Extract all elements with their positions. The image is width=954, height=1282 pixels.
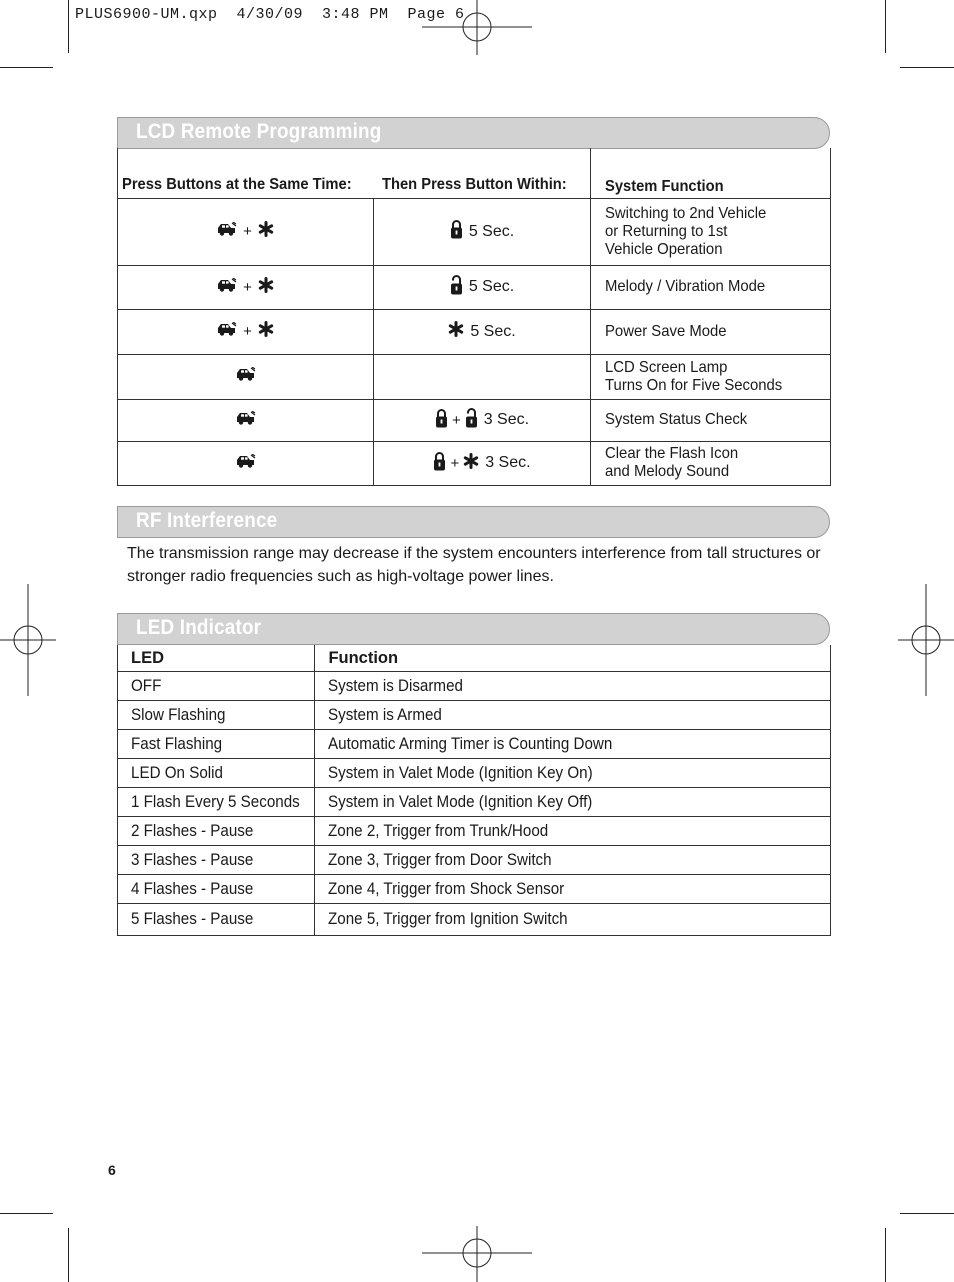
- press-buttons-cell: [118, 198, 374, 265]
- function-line: LCD Screen Lamp: [605, 358, 728, 376]
- column-header: LED: [118, 645, 315, 672]
- table-row: [118, 788, 831, 817]
- unlock-icon: [465, 408, 478, 433]
- led-indicator-table: [117, 645, 831, 936]
- then-press-cell: [374, 441, 591, 485]
- led-function-cell: Zone 3, Trigger from Door Switch: [315, 846, 831, 875]
- crop-mark: [68, 1228, 69, 1282]
- then-press-cell: [374, 354, 591, 399]
- led-function-cell: System is Disarmed: [315, 672, 831, 701]
- star-icon: [463, 453, 479, 474]
- column-header: Press Buttons at the Same Time:: [118, 148, 374, 198]
- led-state-cell: 1 Flash Every 5 Seconds: [118, 788, 315, 817]
- lock-icon: [433, 451, 446, 476]
- function-line: Clear the Flash Icon: [605, 445, 739, 462]
- table-row: [118, 441, 831, 485]
- then-press-cell: [374, 198, 591, 265]
- plus-sign: +: [243, 323, 252, 340]
- section-banner-led: [117, 613, 830, 645]
- press-buttons-cell: [118, 399, 374, 441]
- table-row: [118, 354, 831, 399]
- plus-sign: +: [451, 411, 461, 429]
- car-icon: [217, 222, 237, 241]
- press-buttons-cell: [118, 309, 374, 354]
- car-icon: [236, 411, 256, 430]
- system-function-cell: [591, 309, 831, 354]
- unlock-icon: [450, 275, 463, 300]
- section-title: LED Indicator: [136, 616, 262, 639]
- press-buttons-cell: [118, 441, 374, 485]
- led-state-cell: 5 Flashes - Pause: [118, 904, 315, 936]
- function-line: Turns On for Five Seconds: [605, 376, 783, 394]
- table-row: [118, 875, 831, 904]
- section-banner-lcd: [117, 117, 830, 149]
- crop-mark: [885, 1228, 886, 1282]
- lcd-programming-table: [117, 148, 831, 486]
- registration-mark-right: [898, 584, 954, 696]
- press-buttons-cell: [118, 354, 374, 399]
- led-function-cell: Zone 5, Trigger from Ignition Switch: [315, 904, 831, 936]
- time-label: 5 Sec.: [470, 322, 516, 340]
- time-label: 5 Sec.: [468, 278, 515, 295]
- registration-mark-top: [422, 0, 532, 55]
- function-line: Power Save Mode: [605, 322, 727, 340]
- crop-mark: [68, 0, 69, 53]
- led-function-cell: Zone 4, Trigger from Shock Sensor: [315, 875, 831, 904]
- column-header: Function: [315, 645, 831, 672]
- led-state-cell: LED On Solid: [118, 759, 315, 788]
- led-state-cell: Fast Flashing: [118, 730, 315, 759]
- led-function-cell: System in Valet Mode (Ignition Key Off): [315, 788, 831, 817]
- plus-sign: +: [450, 454, 460, 472]
- time-label: 3 Sec.: [483, 411, 530, 428]
- system-function-cell: [591, 441, 831, 485]
- table-row: [118, 265, 831, 309]
- star-icon: [258, 321, 274, 342]
- led-state-cell: OFF: [118, 672, 315, 701]
- system-function-cell: [591, 265, 831, 309]
- table-row: [118, 701, 831, 730]
- table-row: [118, 904, 831, 936]
- function-line: System Status Check: [605, 411, 748, 428]
- section-banner-rf: [117, 506, 830, 538]
- star-icon: [448, 321, 464, 342]
- registration-mark-left: [0, 584, 56, 696]
- led-state-cell: 2 Flashes - Pause: [118, 817, 315, 846]
- crop-mark: [885, 0, 886, 53]
- page-number: 6: [108, 1162, 116, 1178]
- then-press-cell: [374, 265, 591, 309]
- table-row: [118, 730, 831, 759]
- system-function-cell: [591, 399, 831, 441]
- crop-mark: [900, 67, 954, 68]
- table-header-row: [118, 645, 831, 672]
- led-state-cell: 4 Flashes - Pause: [118, 875, 315, 904]
- star-icon: [258, 277, 274, 298]
- system-function-cell: [591, 198, 831, 265]
- registration-mark-bottom: [422, 1226, 532, 1282]
- table-row: [118, 846, 831, 875]
- table-row: [118, 399, 831, 441]
- press-buttons-cell: [118, 265, 374, 309]
- led-function-cell: System in Valet Mode (Ignition Key On): [315, 759, 831, 788]
- table-row: [118, 198, 831, 265]
- table-row: [118, 309, 831, 354]
- function-line: and Melody Sound: [605, 463, 730, 480]
- led-function-cell: Automatic Arming Timer is Counting Down: [315, 730, 831, 759]
- time-label: 5 Sec.: [468, 222, 515, 240]
- section-title: LCD Remote Programming: [136, 120, 382, 143]
- then-press-cell: [374, 309, 591, 354]
- car-icon: [217, 278, 237, 297]
- column-header: Then Press Button Within:: [374, 148, 591, 198]
- function-line: Switching to 2nd Vehicle: [605, 204, 767, 222]
- led-function-cell: Zone 2, Trigger from Trunk/Hood: [315, 817, 831, 846]
- car-icon: [236, 454, 256, 473]
- table-row: [118, 759, 831, 788]
- then-press-cell: [374, 399, 591, 441]
- crop-mark: [0, 1213, 53, 1214]
- rf-interference-text: The transmission range may decrease if the system encounters interference from tall structures or stronger radio frequencies such as high-voltage power lines.: [127, 545, 821, 585]
- table-row: [118, 672, 831, 701]
- star-icon: [258, 221, 274, 242]
- print-slug: PLUS6900-UM.qxp 4/30/09 3:48 PM Page 6: [75, 6, 465, 23]
- function-line: Vehicle Operation: [605, 240, 723, 258]
- car-icon: [217, 322, 237, 341]
- system-function-cell: [591, 354, 831, 399]
- function-line: Melody / Vibration Mode: [605, 278, 766, 295]
- led-state-cell: Slow Flashing: [118, 701, 315, 730]
- plus-sign: +: [243, 223, 252, 240]
- led-function-cell: System is Armed: [315, 701, 831, 730]
- car-icon: [236, 367, 256, 386]
- table-row: [118, 817, 831, 846]
- crop-mark: [900, 1213, 954, 1214]
- led-state-cell: 3 Flashes - Pause: [118, 846, 315, 875]
- time-label: 3 Sec.: [485, 454, 531, 471]
- lock-icon: [435, 408, 448, 433]
- lock-icon: [450, 219, 463, 244]
- function-line: or Returning to 1st: [605, 222, 728, 240]
- section-title: RF Interference: [136, 509, 278, 532]
- plus-sign: +: [243, 278, 252, 296]
- crop-mark: [0, 67, 53, 68]
- column-header: System Function: [591, 148, 831, 198]
